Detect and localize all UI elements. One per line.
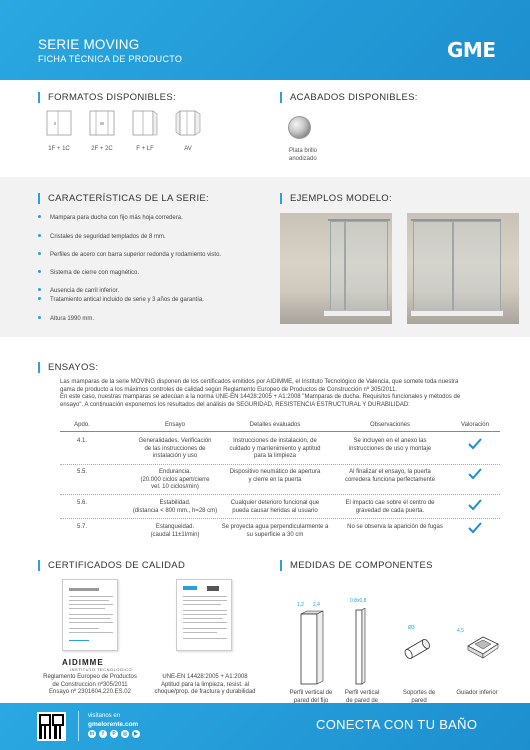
table-header-rule xyxy=(60,431,500,432)
dimension-label: Ø3 xyxy=(408,625,415,631)
aidimme-logo: AIDIMME xyxy=(62,658,104,667)
floor-guide-icon xyxy=(465,632,501,662)
format-label: F + LF xyxy=(136,146,154,152)
chrome-finish-swatch xyxy=(288,116,311,139)
component-caption: Perfil vertical de pared del fijo xyxy=(289,690,333,704)
check-icon xyxy=(468,522,482,534)
footer-divider xyxy=(78,711,79,741)
table-cell: 5.6. xyxy=(76,500,87,506)
col-header: Detalles evaluados xyxy=(249,422,301,428)
header-banner xyxy=(0,0,530,80)
youtube-icon[interactable]: ▶ xyxy=(132,730,140,738)
col-header: Ensayo xyxy=(164,422,185,428)
page-subtitle: FICHA TÉCNICA DE PRODUCTO xyxy=(38,54,183,64)
certificate-caption-2: UNE-EN 14428:2005 + A1:2008 Aptitud para la limpieza, resist. al choque/prop. de fractura y durabilidad xyxy=(154,674,256,695)
component-caption: Soportes de pared xyxy=(402,690,436,704)
table-cell: No se observa la aparición de fugas xyxy=(347,524,443,530)
row-divider xyxy=(60,494,500,495)
table-cell: Al finalizar el ensayo, la puerta corredera funciona perfectamente xyxy=(344,469,436,483)
table-cell: Cualquier deterioro funcional que pueda causar heridas al usuario xyxy=(230,500,320,514)
feature-item: Ausencia de carril inferior. xyxy=(38,288,119,294)
feature-item: Perfiles de acero con barra superior redonda y rodamiento visto. xyxy=(38,252,221,258)
shower-format-av-icon xyxy=(175,110,201,136)
table-cell: 4.1. xyxy=(76,438,87,444)
table-cell: Instrucciones de instalación, de cuidado y mantenimiento y aptitud para la limpieza xyxy=(229,438,321,459)
feature-item: Tratamiento antical incluido de serie y 3 años de garantía. xyxy=(38,297,204,303)
aidimme-subtitle: INSTITUTO TECNOLÓGICO xyxy=(70,667,133,672)
qr-code-icon[interactable] xyxy=(37,712,66,741)
facebook-icon[interactable]: f xyxy=(99,730,107,738)
certificate-document-2 xyxy=(176,579,232,651)
col-header: Valoración xyxy=(461,422,489,428)
wall-bracket-icon xyxy=(401,632,437,664)
check-icon xyxy=(468,468,482,480)
example-photo-1 xyxy=(280,213,392,324)
features-heading: CARACTERÍSTICAS DE LA SERIE: xyxy=(38,193,209,204)
check-icon xyxy=(468,438,482,450)
visit-label: visítanos en xyxy=(88,713,121,719)
website-link[interactable]: gmelorente.com xyxy=(88,721,139,728)
format-label: 2F + 2C xyxy=(91,146,113,152)
table-cell: Estabilidad. (distancia < 800 mm., h=28 cm) xyxy=(132,500,218,514)
col-header: Observaciones xyxy=(369,422,411,428)
format-label: AV xyxy=(184,146,192,152)
table-cell: 5.7. xyxy=(76,524,87,530)
format-label: 1F + 1C xyxy=(48,146,70,152)
component-caption: Guiador inferior xyxy=(456,690,498,696)
instagram-icon[interactable]: ◎ xyxy=(122,731,128,737)
shower-format-1f1c-icon xyxy=(46,110,72,136)
formats-heading: FORMATOS DISPONIBLES: xyxy=(38,92,176,103)
col-header: Apdo. xyxy=(74,422,90,428)
feature-item: Sistema de cierre con magnético. xyxy=(38,270,139,276)
page-title: SERIE MOVING xyxy=(38,37,140,52)
table-cell: Se proyecta agua perpendicularmente a su superficie a 30 cm xyxy=(221,524,329,538)
tests-heading: ENSAYOS: xyxy=(38,362,98,373)
dimension-label: 0,8x0,8 xyxy=(350,598,367,604)
table-cell: Se incluyen en el anexo las instrucciones de uso y montaje xyxy=(348,438,432,452)
table-cell: El impacto cae sobre el centro de gravedad de cada puerta. xyxy=(345,500,435,514)
footer-slogan: CONECTA CON TU BAÑO xyxy=(316,717,478,732)
examples-heading: EJEMPLOS MODELO: xyxy=(280,193,392,204)
wall-profile-door-icon xyxy=(352,608,368,686)
pinterest-icon[interactable]: P xyxy=(110,730,118,738)
feature-item: Altura 1990 mm. xyxy=(38,316,94,322)
feature-item: Mampara para ducha con fijo más hoja corredera. xyxy=(38,215,183,221)
component-caption: Perfil vertical de pared de xyxy=(344,690,380,704)
linkedin-icon[interactable]: in xyxy=(89,731,95,737)
dimension-label: 4,5 xyxy=(457,628,464,634)
tests-intro: Las mamparas de la serie MOVING disponen de los certificados emitidos por AIDIMME, el Instituto Tecnológico de Valencia, que somete toda nuestra gama de producto a los máximos controles de calidad según Reglamento Europeo de Productos de Construcción nº 305/2011. En este caso, nuestras mamparas se adecúan a la norma UNE-EN 14428:2005 + A1:2008 "Mamparas de ducha. Requisitos funcionales y métodos de ensayo". A continuación exponemos los resultados del análisis de SEGURIDAD, RESISTENCIA ESTRUCTURAL Y DURABILIDAD: xyxy=(60,379,461,408)
dimension-label: 1,2 xyxy=(297,602,304,608)
certificate-caption-1: Reglamento Europeo de Productos de Construcción nº305/2011 Ensayo nº 2301604.220.ES.02 xyxy=(43,674,137,695)
example-photo-2 xyxy=(407,213,519,324)
components-heading: MEDIDAS DE COMPONENTES xyxy=(280,560,433,571)
certificate-document-1 xyxy=(62,579,118,651)
finishes-heading: ACABADOS DISPONIBLES: xyxy=(280,92,418,103)
feature-item: Cristales de seguridad templados de 8 mm. xyxy=(38,234,166,240)
certificates-heading: CERTIFICADOS DE CALIDAD xyxy=(38,560,185,571)
table-cell: Generalidades. Verificación de las instrucciones de instalación y uso xyxy=(138,438,212,459)
row-divider xyxy=(60,464,500,465)
gme-logo: GME xyxy=(447,38,496,62)
check-icon xyxy=(468,499,482,511)
finish-label: Plata brillo anodizado xyxy=(289,148,318,162)
shower-format-2f2c-icon xyxy=(89,110,115,136)
shower-format-flf-icon xyxy=(132,110,158,136)
table-cell: Estanqueidad. (caudal 11±1l/min) xyxy=(150,524,200,538)
table-cell: Endurancia. (20.000 ciclos apert/cierre vel. 10 ciclos/min) xyxy=(140,469,210,490)
table-cell: 5.5. xyxy=(76,469,87,475)
row-divider xyxy=(60,518,500,519)
table-cell: Dispositivo neumático de apertura y cierre en la puerta xyxy=(229,469,321,483)
wall-profile-fixed-icon xyxy=(297,610,327,686)
dimension-label: 2,4 xyxy=(313,602,320,608)
